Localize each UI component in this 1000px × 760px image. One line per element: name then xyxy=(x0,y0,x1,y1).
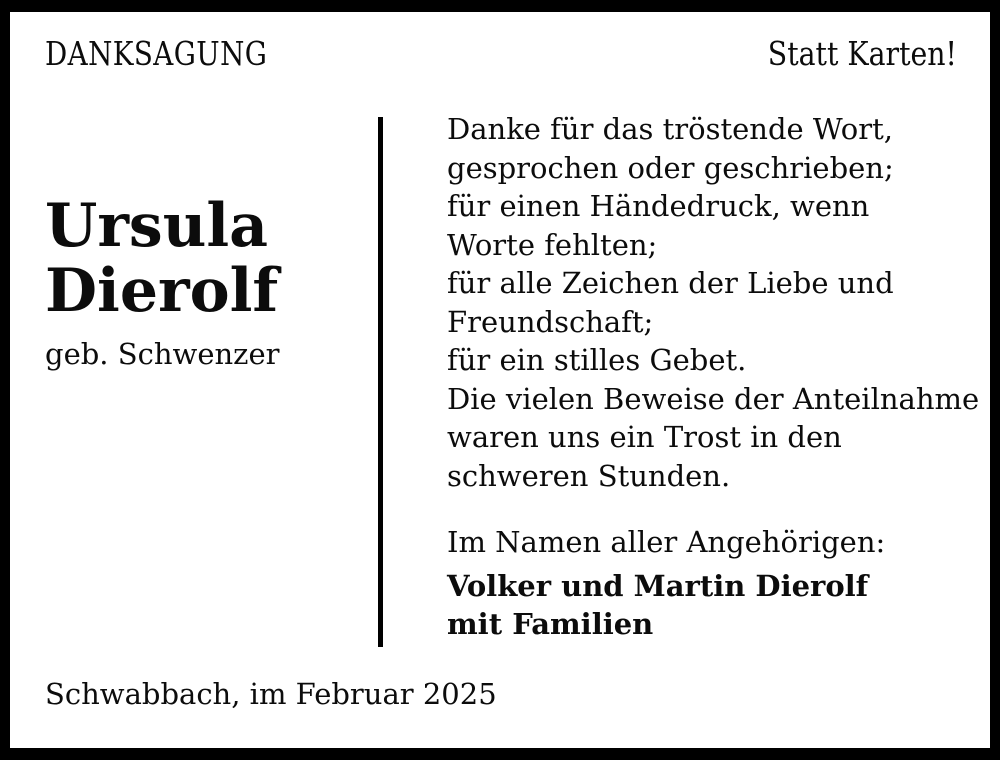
deceased-first-name: Ursula xyxy=(45,191,269,261)
signature-names xyxy=(447,567,982,644)
place-and-date: Schwabbach, im Februar 2025 xyxy=(45,677,497,711)
signature-line-2: mit Familien xyxy=(447,607,654,641)
notice-type-heading: DANKSAGUNG xyxy=(45,34,268,73)
message-line: für einen Händedruck, wenn xyxy=(447,189,870,223)
message-line: gesprochen oder geschrieben; xyxy=(447,150,894,185)
deceased-last-name: Dierolf xyxy=(45,256,279,326)
message-line: Worte fehlten; xyxy=(447,227,658,262)
deceased-name xyxy=(45,191,279,326)
message-line: für ein stilles Gebet. xyxy=(447,343,747,377)
signature-line-1: Volker und Martin Dierolf xyxy=(447,568,869,603)
message-line: Freundschaft; xyxy=(447,304,654,339)
statt-karten-note: Statt Karten! xyxy=(767,34,957,73)
message-line: für alle Zeichen der Liebe und xyxy=(447,266,894,300)
message-line: waren uns ein Trost in den xyxy=(447,420,842,454)
message-line: schweren Stunden. xyxy=(447,458,731,493)
deceased-maiden-name: geb. Schwenzer xyxy=(45,337,280,371)
header xyxy=(45,34,957,73)
message-line: Danke für das tröstende Wort, xyxy=(447,112,893,146)
thanks-message xyxy=(447,110,982,644)
closing-line: Im Namen aller Angehörigen: xyxy=(447,525,886,559)
vertical-divider-rule xyxy=(378,117,383,647)
message-line: Die vielen Beweise der Anteilnahme xyxy=(447,381,980,416)
